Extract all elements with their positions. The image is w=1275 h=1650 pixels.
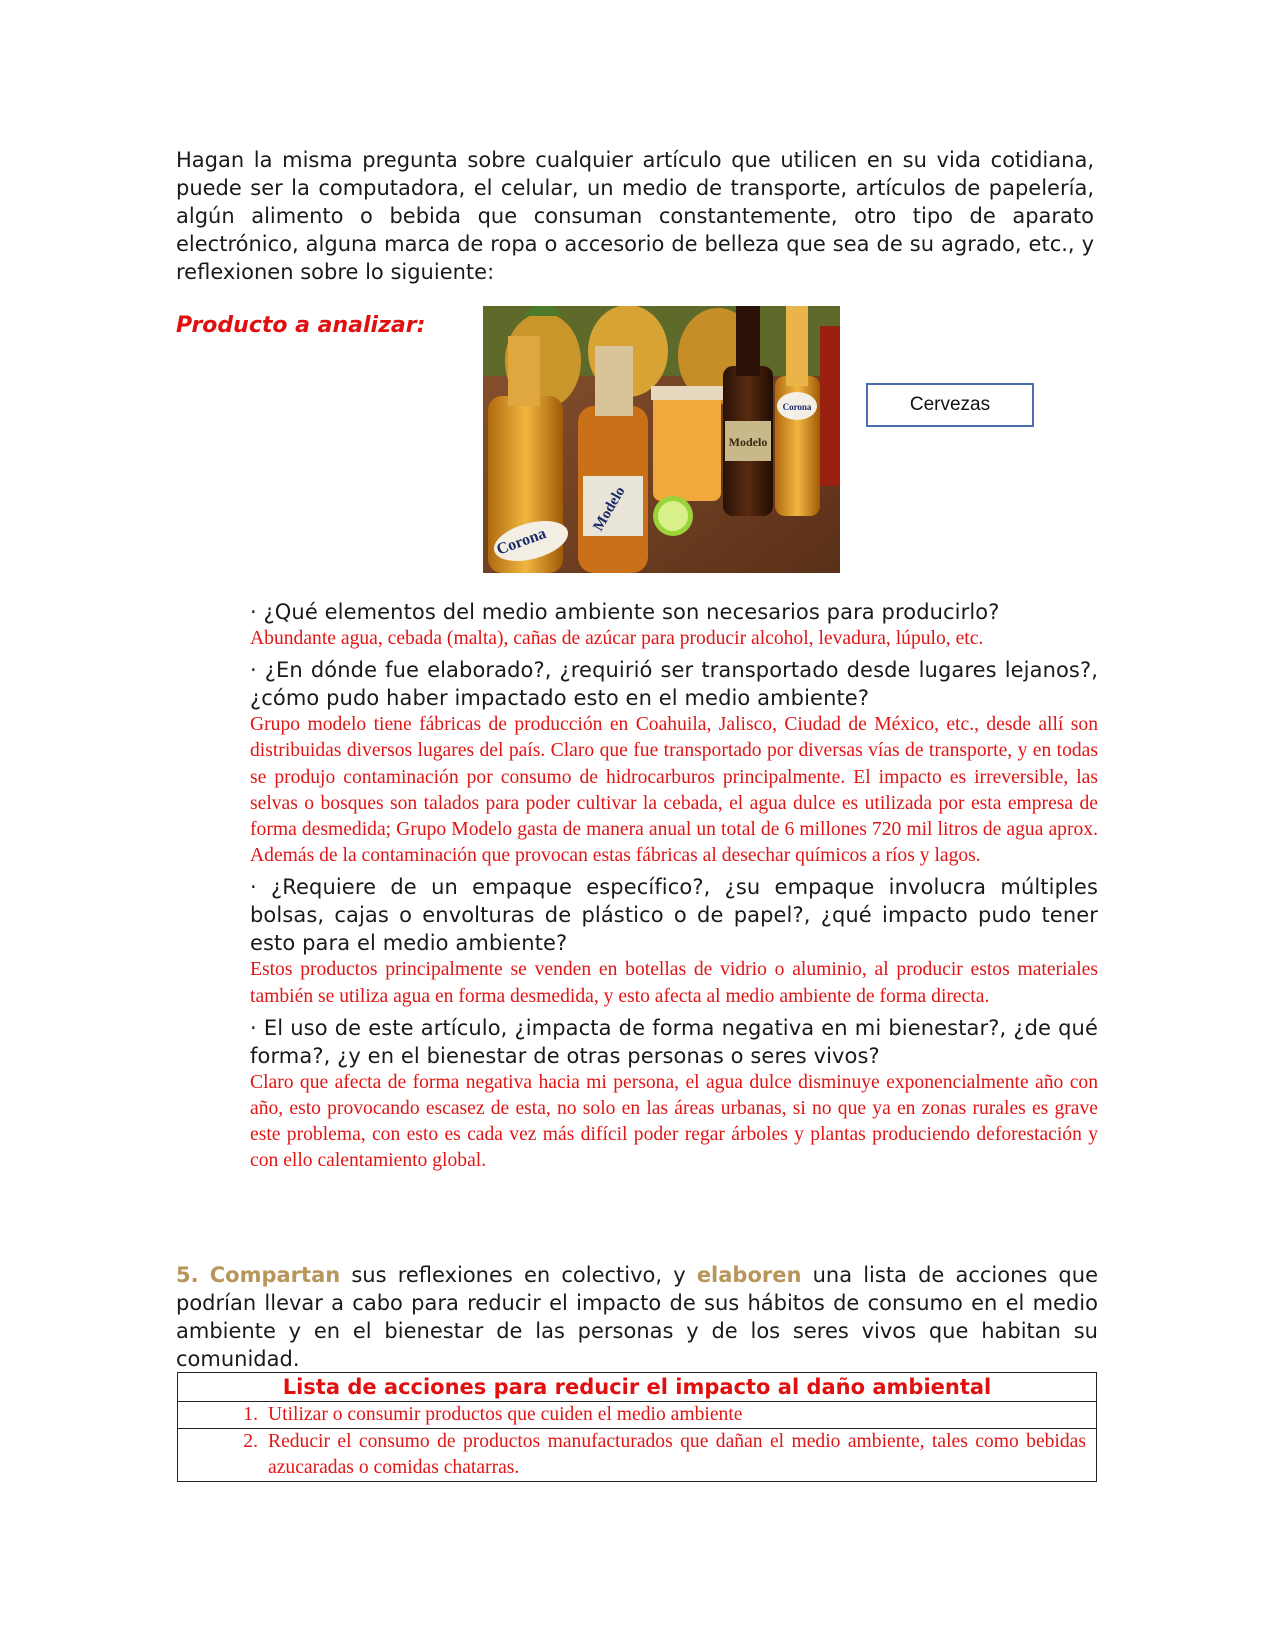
step-verb-elaboren: elaboren: [696, 1263, 802, 1287]
answer-1: Abundante agua, cebada (malta), cañas de azúcar para producir alcohol, levadura, lúpulo, etc.: [250, 628, 984, 649]
actions-table-title: Lista de acciones para reducir el impacto al daño ambiental: [178, 1373, 1097, 1402]
answer-4: Claro que afecta de forma negativa hacia mi persona, el agua dulce disminuye exponencialmente año con año, esto provocando escasez de esta, no solo en las áreas urbanas, si no que ya en zonas rurales es grave este problema, con esto es cada vez más difícil poder regar árboles y plantas produciendo deforestación y con ello calentamiento global.: [250, 1071, 1098, 1172]
product-photo: [483, 306, 840, 573]
action-text: Reducir el consumo de productos manufacturados que dañan el medio ambiente, tales como bebidas azucaradas o comidas chatarras.: [268, 1431, 1086, 1478]
intro-paragraph: Hagan la misma pregunta sobre cualquier artículo que utilicen en su vida cotidiana, puede ser la computadora, el celular, un medio de transporte, artículos de papelería, algún alimento o bebida que consuman constantemente, otro tipo de aparato electrónico, alguna marca de ropa o accesorio de belleza que sea de su agrado, etc., y reflexionen sobre lo siguiente:: [176, 148, 1094, 284]
actions-table: [177, 1372, 1097, 1482]
table-row: [178, 1429, 1097, 1482]
question-1: · ¿Qué elementos del medio ambiente son necesarios para producirlo?: [250, 600, 1000, 624]
step-text-1: sus reflexiones en colectivo, y: [351, 1263, 686, 1287]
bottle-label-modelo: Modelo: [590, 484, 629, 534]
product-name-box: Cervezas: [866, 383, 1034, 427]
reflection-questions: [250, 598, 1098, 1179]
step-number: 5.: [176, 1263, 199, 1287]
product-label: Producto a analizar:: [176, 313, 426, 338]
table-row: [178, 1402, 1097, 1429]
answer-3: Estos productos principalmente se venden en botellas de vidrio o aluminio, al producir estos materiales también se utiliza agua en forma desmedida, y esto afecta al medio ambiente de forma directa.: [250, 959, 1098, 1007]
question-4: · El uso de este artículo, ¿impacta de forma negativa en mi bienestar?, ¿de qué forma?, ¿y en el bienestar de otras personas o seres vivos?: [250, 1015, 1098, 1068]
bottle-label-modelo-dark: Modelo: [728, 435, 768, 449]
action-number: 2.: [243, 1431, 258, 1452]
answer-2: Grupo modelo tiene fábricas de producción en Coahuila, Jalisco, Ciudad de México, etc., desde allí son distribuidas diversos lugares del país. Claro que fue transportado por diversas vías de transporte, y en todas se produjo contaminación por consumo de hidrocarburos principalmente. El impacto es irreversible, las selvas o bosques son talados para poder cultivar la cebada, el agua dulce es utilizada por esta empresa de forma desmedida; Grupo Modelo gasta de manera anual un total de 6 millones 720 mil litros de agua aprox. Además de la contaminación que provocan estas fábricas al desechar químicos a ríos y lagos.: [250, 714, 1098, 867]
step-text-2: una lista de acciones que podrían llevar a cabo para reducir el impacto de sus hábitos de consumo en el medio ambiente y en el bienestar de las personas y de los seres vivos que habitan su comunidad.: [176, 1263, 1098, 1371]
step-verb-compartan: Compartan: [209, 1263, 341, 1287]
question-3: · ¿Requiere de un empaque específico?, ¿su empaque involucra múltiples bolsas, cajas o envolturas de plástico o de papel?, ¿qué impacto pudo tener esto para el medio ambiente?: [250, 875, 1098, 956]
action-number: 1.: [243, 1404, 258, 1425]
bottle-label-corona-right: Corona: [782, 402, 812, 412]
question-2: · ¿En dónde fue elaborado?, ¿requirió ser transportado desde lugares lejanos?, ¿cómo pudo haber impactado esto en el medio ambiente?: [250, 658, 1098, 711]
action-text: Utilizar o consumir productos que cuiden el medio ambiente: [268, 1404, 743, 1425]
step-5-paragraph: [176, 1261, 1098, 1373]
bottle-label-corona-left: Corona: [494, 525, 549, 559]
